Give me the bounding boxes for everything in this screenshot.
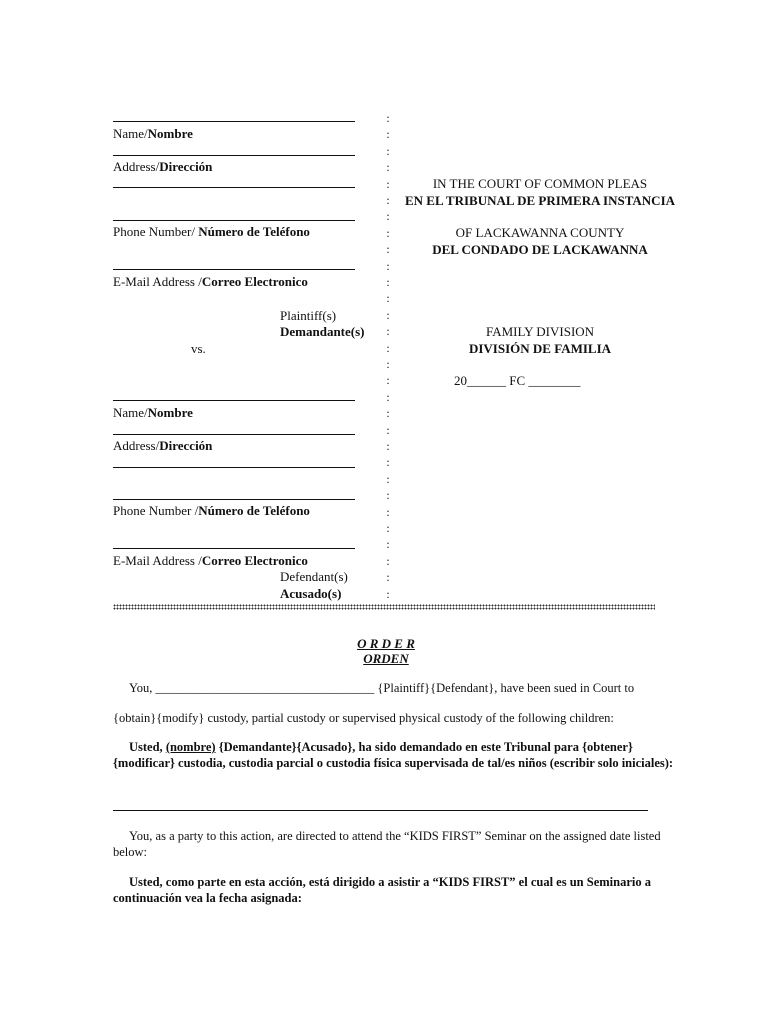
defendant-address-label <box>113 438 212 454</box>
order-title-es <box>280 651 492 667</box>
children-initials-line[interactable] <box>113 810 648 811</box>
division-en: FAMILY DIVISION <box>485 324 595 339</box>
colon-mark: : <box>386 242 390 257</box>
colon-mark: : <box>386 225 390 240</box>
para2-nombre: (nombre) <box>165 740 216 754</box>
colon-mark: : <box>386 504 390 519</box>
colon-mark: : <box>386 127 390 142</box>
label-es: Dirección <box>159 438 213 453</box>
plaintiff-email-label <box>113 274 308 290</box>
colon-mark: : <box>386 291 390 306</box>
plaintiff-name-label <box>113 126 193 142</box>
colon-mark: : <box>386 357 390 371</box>
colon-mark: : <box>386 406 390 421</box>
defendant-name-line[interactable] <box>113 400 355 401</box>
colon-mark: : <box>386 160 390 175</box>
role-es-text: Demandante(s) <box>280 324 365 339</box>
defendant-phone-label <box>113 503 310 519</box>
label-en: Phone Number/ <box>113 224 195 239</box>
defendant-role-es <box>280 586 341 602</box>
order-para2 <box>113 739 678 771</box>
colon-mark: : <box>386 275 390 289</box>
defendant-role-en: Defendant(s) <box>280 569 348 584</box>
order-title-en <box>280 636 492 652</box>
order-para1-line2: {obtain}{modify} custody, partial custody or supervised physical custody of the following children: <box>113 711 614 725</box>
order-title-es-text: ORDEN <box>363 651 409 666</box>
order-para3: You, as a party to this action, are directed to attend the “KIDS FIRST” Seminar on the assigned date listed below: <box>113 829 661 859</box>
versus-label: vs. <box>191 341 206 356</box>
plaintiff-address-line-1[interactable] <box>113 155 355 156</box>
defendant-email-label <box>113 553 308 569</box>
label-en: Address/ <box>113 159 160 174</box>
court-line2-es-text: DEL CONDADO DE LACKAWANNA <box>432 242 648 257</box>
colon-mark: : <box>386 422 390 437</box>
plaintiff-role-en: Plaintiff(s) <box>280 308 337 323</box>
defendant-name-label <box>113 405 193 421</box>
docket-number[interactable]: 20______ FC ________ <box>454 373 581 388</box>
para2-start: Usted, <box>129 740 166 754</box>
division-es-text: DIVISIÓN DE FAMILIA <box>468 341 612 356</box>
plaintiff-address-label <box>113 159 212 175</box>
colon-mark: : <box>386 209 390 224</box>
defendant-address-line-2[interactable] <box>113 467 355 468</box>
colon-mark: : <box>386 324 390 339</box>
label-en: E-Mail Address / <box>113 553 202 568</box>
colon-mark: : <box>386 373 390 388</box>
label-en: E-Mail Address / <box>113 274 202 289</box>
plaintiff-phone-label <box>113 224 310 240</box>
colon-mark: : <box>386 537 390 552</box>
colon-mark: : <box>386 176 390 191</box>
label-es: Nombre <box>147 405 193 420</box>
label-es: Correo Electronico <box>201 274 308 289</box>
defendant-email-line[interactable] <box>113 548 355 549</box>
court-line1-en: IN THE COURT OF COMMON PLEAS <box>432 176 648 191</box>
label-es: Correo Electronico <box>201 553 308 568</box>
colon-mark: : <box>386 340 390 355</box>
label-es: Nombre <box>147 126 193 141</box>
label-en: Phone Number / <box>113 503 199 518</box>
colon-mark: : <box>386 111 390 125</box>
plaintiff-phone-line[interactable] <box>113 220 355 221</box>
label-es: Número de Teléfono <box>198 503 310 518</box>
para2-rest: {Demandante}{Acusado}, ha sido demandado en este Tribunal para {obtener}{modificar} custodia, custodia parcial o custodia física supervisada de tal/es niños (escribir solo iniciales): <box>113 740 674 770</box>
colon-mark: : <box>386 471 390 486</box>
colon-mark: : <box>386 488 390 503</box>
label-en: Name/ <box>113 126 148 141</box>
order-para1-line1: You, ___________________________________ {Plaintiff}{Defendant}, have been sued in Court to <box>129 681 635 695</box>
label-en: Address/ <box>113 438 160 453</box>
colon-mark: : <box>386 570 390 585</box>
colon-mark: : <box>386 455 390 470</box>
label-es: Número de Teléfono <box>194 224 310 239</box>
role-es-text: Acusado(s) <box>280 586 342 601</box>
colon-mark: : <box>386 193 390 207</box>
colon-mark: : <box>386 439 390 453</box>
colon-mark: : <box>386 389 390 404</box>
dotted-separator <box>113 604 655 610</box>
division-es <box>395 341 685 357</box>
colon-mark: : <box>386 307 390 322</box>
label-en: Name/ <box>113 405 148 420</box>
court-line1-es <box>395 193 685 209</box>
colon-mark: : <box>386 143 390 158</box>
plaintiff-address-line-2[interactable] <box>113 187 355 188</box>
colon-mark: : <box>386 521 390 535</box>
plaintiff-role-es <box>280 324 365 340</box>
label-es: Dirección <box>159 159 213 174</box>
colon-mark: : <box>386 553 390 568</box>
colon-mark: : <box>386 258 390 273</box>
plaintiff-name-line[interactable] <box>113 121 355 122</box>
order-title-en-text: O R D E R <box>357 636 415 651</box>
plaintiff-email-line[interactable] <box>113 269 355 270</box>
order-para4: Usted, como parte en esta acción, está dirigido a asistir a “KIDS FIRST” el cual es un Seminario a continuación vea la fecha asignada: <box>113 875 651 905</box>
court-line1-es-text: EN EL TRIBUNAL DE PRIMERA INSTANCIA <box>404 193 676 208</box>
court-line2-en: OF LACKAWANNA COUNTY <box>455 225 625 240</box>
colon-mark: : <box>386 586 390 601</box>
defendant-address-line-1[interactable] <box>113 434 355 435</box>
court-line2-es <box>395 242 685 258</box>
defendant-phone-line[interactable] <box>113 499 355 500</box>
